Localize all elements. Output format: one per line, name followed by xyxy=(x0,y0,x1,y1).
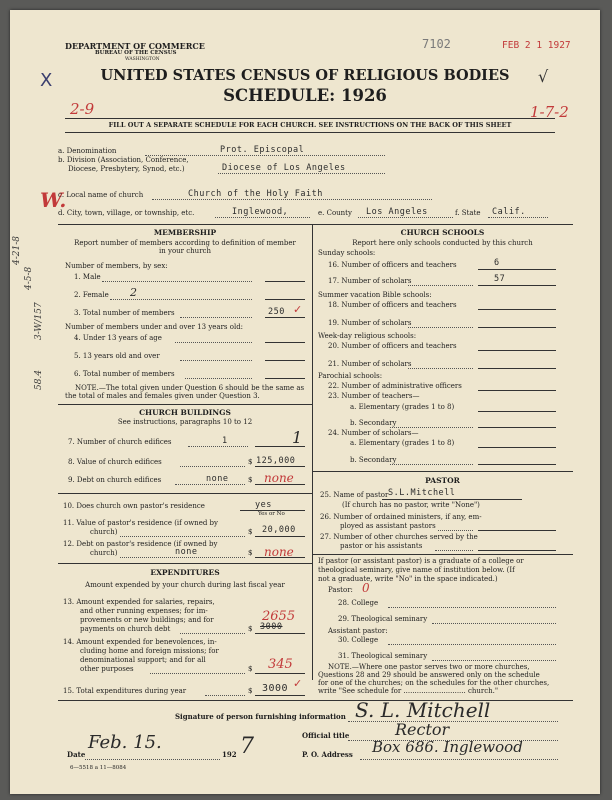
buildings-heading: CHURCH BUILDINGS xyxy=(139,408,231,417)
division-value: Diocese of Los Angeles xyxy=(222,163,346,173)
q8-label: 8. Value of church edifices xyxy=(68,458,162,466)
q20-label: 20. Number of officers and teachers xyxy=(328,342,457,350)
q10-label: 10. Does church own pastor's residence xyxy=(63,502,205,510)
q13-dots xyxy=(180,633,245,634)
q19-answer-line xyxy=(478,327,556,328)
graduate-note-3: not a graduate, write "No" in the space indicated.) xyxy=(318,575,498,583)
q29-dots xyxy=(432,623,556,624)
q1-answer-line xyxy=(265,281,305,282)
church-name-line xyxy=(152,199,432,200)
signature-value: S. L. Mitchell xyxy=(355,698,491,722)
q12-dollar: $ xyxy=(248,549,253,557)
q11-label-2: church) xyxy=(90,528,118,536)
q12-hand: none xyxy=(264,545,294,559)
q13-label-2: and other running expenses; for im- xyxy=(80,607,208,615)
year-prefix: 192 xyxy=(222,750,237,759)
q8-dots xyxy=(180,466,245,467)
q7-answer-line xyxy=(255,446,305,447)
city-label-field: d. City, town, village, or township, etc. xyxy=(58,209,195,217)
graduate-note-1: If pastor (or assistant pastor) is a graduate of a college or xyxy=(318,557,524,565)
q25-label: 25. Name of pastor xyxy=(320,491,389,499)
q7-label: 7. Number of church edifices xyxy=(68,438,172,446)
w-mark: W. xyxy=(40,188,67,212)
date-line xyxy=(85,759,220,760)
q9-value: none xyxy=(206,474,229,484)
q24b-dots xyxy=(390,464,473,465)
q8-answer-line xyxy=(255,466,305,467)
code-right: 1-7-2 xyxy=(530,103,569,121)
q9-dots xyxy=(175,484,245,485)
state-value: Calif. xyxy=(492,207,526,217)
yes-no-hint: Yes or No xyxy=(258,511,285,517)
q15-value: 3000 xyxy=(262,683,289,694)
q7-value: 1 xyxy=(222,436,228,446)
q13-answer-line xyxy=(255,633,305,634)
q14-dollar: $ xyxy=(248,665,253,673)
q14-label-2: cluding home and foreign missions; for xyxy=(80,647,219,655)
q27-answer-line xyxy=(478,550,556,551)
q23-label: 23. Number of teachers— xyxy=(328,392,420,400)
church-name-label: c. Local name of church xyxy=(58,191,144,199)
q3-value: 250 xyxy=(268,307,285,317)
q23b-label: b. Secondary xyxy=(350,419,397,427)
official-title-value: Rector xyxy=(395,720,450,739)
official-title-label: Official title xyxy=(302,731,350,740)
q31-dots xyxy=(432,660,556,661)
received-date-stamp: FEB 2 1 1927 xyxy=(502,40,571,51)
instruction-line: FILL OUT A SEPARATE SCHEDULE FOR EACH CHURCH. SEE INSTRUCTIONS ON THE BACK OF THIS SHEET xyxy=(108,121,512,129)
q24b-answer-line xyxy=(478,464,556,465)
q26-dots xyxy=(438,530,473,531)
pastor-heading: PASTOR xyxy=(425,476,460,485)
q10-value: yes xyxy=(255,500,272,510)
q12-label-2: church) xyxy=(90,549,118,557)
q14-label-4: other purposes xyxy=(80,665,134,673)
check-mark: √ xyxy=(538,67,549,86)
q5-label: 5. 13 years old and over xyxy=(74,352,160,360)
buildings-rule xyxy=(58,404,312,405)
q12-label: 12. Debt on pastor's residence (if owned by xyxy=(63,540,218,548)
q25-note: (If church has no pastor, write "None") xyxy=(342,501,480,509)
column-divider xyxy=(312,224,313,680)
q8-dollar: $ xyxy=(248,458,253,466)
q20-answer-line xyxy=(478,350,556,351)
q17-label: 17. Number of scholars xyxy=(328,277,412,285)
q2-answer-line xyxy=(265,299,305,300)
pastor-note-4: write "See schedule for ............................ church." xyxy=(318,687,499,695)
division-line xyxy=(218,173,385,174)
q24a-label: a. Elementary (grades 1 to 8) xyxy=(350,439,455,447)
q9-answer-line xyxy=(255,484,305,485)
q15-label: 15. Total expenditures during year xyxy=(63,687,187,695)
q21-dots xyxy=(408,368,473,369)
schools-heading: CHURCH SCHOOLS xyxy=(400,228,485,237)
q24-label: 24. Number of scholars— xyxy=(328,429,419,437)
q22-label: 22. Number of administrative officers xyxy=(328,382,462,390)
q26-answer-line xyxy=(478,530,556,531)
denomination-value: Prot. Episcopal xyxy=(220,145,305,155)
q26-label-2: ployed as assistant pastors xyxy=(340,522,436,530)
header-rule-top xyxy=(65,118,555,119)
schools-intro: Report here only schools conducted by this church xyxy=(352,239,533,247)
code-left: 2-9 xyxy=(70,100,95,118)
q24a-answer-line xyxy=(478,447,556,448)
q28-dots xyxy=(388,607,556,608)
buildings-sub: See instructions, paragraphs 10 to 12 xyxy=(117,418,253,426)
q16-answer-line xyxy=(478,269,556,270)
q9-label: 9. Debt on church edifices xyxy=(68,476,162,484)
q15-dollar: $ xyxy=(248,687,253,695)
expenditures-rule xyxy=(58,563,312,564)
q27-label-2: pastor or his assistants xyxy=(340,542,423,550)
weekday-schools-label: Week-day religious schools: xyxy=(318,332,417,340)
q18-answer-line xyxy=(478,309,556,310)
expenditures-sub: Amount expended by your church during last fiscal year xyxy=(85,581,285,589)
pastor-rule xyxy=(312,471,573,472)
q21-answer-line xyxy=(478,368,556,369)
q11-label: 11. Value of pastor's residence (if owned by xyxy=(63,519,218,527)
margin-note-1: 4-21-8 xyxy=(12,236,22,265)
q13-hand: 2655 xyxy=(262,609,296,624)
pastor-sub-value: 0 xyxy=(362,581,370,595)
q11-dollar: $ xyxy=(248,528,253,536)
form-number: 6—5518 a 11—8084 xyxy=(70,765,127,771)
q1-label: 1. Male xyxy=(74,273,101,281)
q25-value: S.L.Mitchell xyxy=(388,488,456,498)
q17-dots xyxy=(408,285,473,286)
margin-note-3: 3-W/157 xyxy=(34,302,44,340)
q4-label: 4. Under 13 years of age xyxy=(74,334,162,342)
members-by-sex-label: Number of members, by sex: xyxy=(65,262,168,270)
q2-label: 2. Female xyxy=(74,291,109,299)
graduate-rule xyxy=(312,554,573,555)
q4-dots xyxy=(175,342,252,343)
date-label: Date xyxy=(67,750,86,759)
state-line xyxy=(488,217,548,218)
q23a-label: a. Elementary (grades 1 to 8) xyxy=(350,403,455,411)
division-label-2: Diocese, Presbytery, Synod, etc.) xyxy=(68,165,185,173)
denomination-label: a. Denomination xyxy=(58,147,117,155)
q9-dollar: $ xyxy=(248,476,253,484)
section-rule-bottom xyxy=(58,700,573,701)
church-name-value: Church of the Holy Faith xyxy=(188,189,323,199)
q3-answer-line xyxy=(265,317,305,318)
q15-dots xyxy=(205,695,245,696)
margin-note-4: 58.4 xyxy=(34,369,44,390)
census-schedule-sheet xyxy=(10,10,600,794)
q11-answer-line xyxy=(255,536,305,537)
department-label: DEPARTMENT OF COMMERCE xyxy=(65,41,205,51)
section-rule-top xyxy=(58,224,573,225)
q16-value: 6 xyxy=(494,258,500,268)
x-mark: X xyxy=(40,70,53,91)
q22-answer-line xyxy=(478,390,556,391)
expenditures-heading: EXPENDITURES xyxy=(150,568,220,577)
q5-answer-line xyxy=(265,360,305,361)
q18-label: 18. Number of officers and teachers xyxy=(328,301,457,309)
q4-answer-line xyxy=(265,342,305,343)
q3-label: 3. Total number of members xyxy=(74,309,175,317)
q12-dots xyxy=(120,557,245,558)
q3-check-icon: ✓ xyxy=(293,303,303,316)
form-title: UNITED STATES CENSUS OF RELIGIOUS BODIES xyxy=(100,67,510,84)
q28-label: 28. College xyxy=(338,599,379,607)
q23a-answer-line xyxy=(478,411,556,412)
q29-label: 29. Theological seminary xyxy=(338,615,428,623)
q7-hand: 1 xyxy=(292,428,303,447)
bureau-label: BUREAU OF THE CENSUS xyxy=(95,50,177,56)
city-line xyxy=(215,217,310,218)
q16-label: 16. Number of officers and teachers xyxy=(328,261,457,269)
q10-rule xyxy=(58,493,312,494)
pastor-note-2: Questions 28 and 29 should be answered only on the schedule xyxy=(318,671,540,679)
state-label: f. State xyxy=(455,209,481,217)
q8-value: 125,000 xyxy=(256,456,296,466)
q13-value: 3000 xyxy=(260,622,283,632)
county-line xyxy=(358,217,453,218)
q14-hand: 345 xyxy=(268,657,293,672)
q23b-dots xyxy=(390,427,473,428)
address-label: P. O. Address xyxy=(302,750,353,759)
q24b-label: b. Secondary xyxy=(350,456,397,464)
pastor-note-1: NOTE.—Where one pastor serves two or more churches, xyxy=(328,663,530,671)
header-rule-bottom xyxy=(65,132,555,133)
q30-dots xyxy=(388,644,556,645)
signature-label: Signature of person furnishing information xyxy=(175,712,346,721)
division-label: b. Division (Association, Conference, xyxy=(58,156,189,164)
assistant-pastor-label: Assistant pastor: xyxy=(328,627,388,635)
sunday-schools-label: Sunday schools: xyxy=(318,249,376,257)
year-digit: 7 xyxy=(240,734,254,759)
q6-answer-line xyxy=(265,378,305,379)
city-label: WASHINGTON xyxy=(125,57,160,62)
graduate-note-2: theological seminary, give name of institution below. (If xyxy=(318,566,515,574)
q27-dots xyxy=(435,550,473,551)
q25-answer-line xyxy=(382,499,522,500)
q7-dots xyxy=(188,446,248,447)
membership-intro: Report number of members according to definition of member in your church xyxy=(74,239,296,255)
q26-label: 26. Number of ordained ministers, if any, em- xyxy=(320,513,482,521)
q14-label: 14. Amount expended for benevolences, in- xyxy=(63,638,217,646)
address-value: Box 686. Inglewood xyxy=(372,738,523,756)
q23b-answer-line xyxy=(478,427,556,428)
q30-label: 30. College xyxy=(338,636,379,644)
q17-answer-line xyxy=(478,285,556,286)
q12-answer-line xyxy=(255,557,305,558)
q1-dots xyxy=(102,281,252,282)
q19-dots xyxy=(408,327,473,328)
city-value: Inglewood, xyxy=(232,207,289,217)
date-value: Feb. 15. xyxy=(88,732,162,753)
q5-dots xyxy=(180,360,252,361)
serial-number: 7102 xyxy=(422,37,451,51)
q21-label: 21. Number of scholars xyxy=(328,360,412,368)
parochial-schools-label: Parochial schools: xyxy=(318,372,383,380)
q27-label: 27. Number of other churches served by the xyxy=(320,533,478,541)
q13-label: 13. Amount expended for salaries, repairs, xyxy=(63,598,215,606)
q6-label: 6. Total number of members xyxy=(74,370,175,378)
pastor-note-3: for one of the churches; on the schedules for the other churches, xyxy=(318,679,550,687)
q2-value: 2 xyxy=(130,286,137,299)
q31-label: 31. Theological seminary xyxy=(338,652,428,660)
margin-note-2: 4-5-8 xyxy=(24,266,34,290)
q17-value: 57 xyxy=(494,274,506,284)
q15-answer-line xyxy=(255,695,305,696)
q14-answer-line xyxy=(255,673,305,674)
pastor-sub-label: Pastor: xyxy=(328,586,353,594)
q14-dots xyxy=(150,673,245,674)
address-line xyxy=(360,759,558,760)
schedule-title: SCHEDULE: 1926 xyxy=(223,86,387,105)
q14-label-3: denominational support; and for all xyxy=(80,656,206,664)
q15-check-icon: ✓ xyxy=(293,677,303,690)
age-intro-label: Number of members under and over 13 years old: xyxy=(65,323,244,331)
summer-schools-label: Summer vacation Bible schools: xyxy=(318,291,432,299)
q2-dots xyxy=(110,299,252,300)
q13-dollar: $ xyxy=(248,625,253,633)
county-label: e. County xyxy=(318,209,352,217)
q13-label-4: payments on church debt xyxy=(80,625,171,633)
q11-value: 20,000 xyxy=(262,525,296,535)
q12-value: none xyxy=(175,547,198,557)
q13-label-3: provements or new buildings; and for xyxy=(80,616,214,624)
membership-heading: MEMBERSHIP xyxy=(153,228,217,237)
q11-dots xyxy=(120,536,245,537)
county-value: Los Angeles xyxy=(366,207,428,217)
membership-note: NOTE.—The total given under Question 6 should be the same as the total of males and females given under Question 3. xyxy=(65,384,305,400)
q3-dots xyxy=(180,317,252,318)
q19-label: 19. Number of scholars xyxy=(328,319,412,327)
q6-dots xyxy=(185,378,252,379)
q9-hand: none xyxy=(264,471,294,485)
